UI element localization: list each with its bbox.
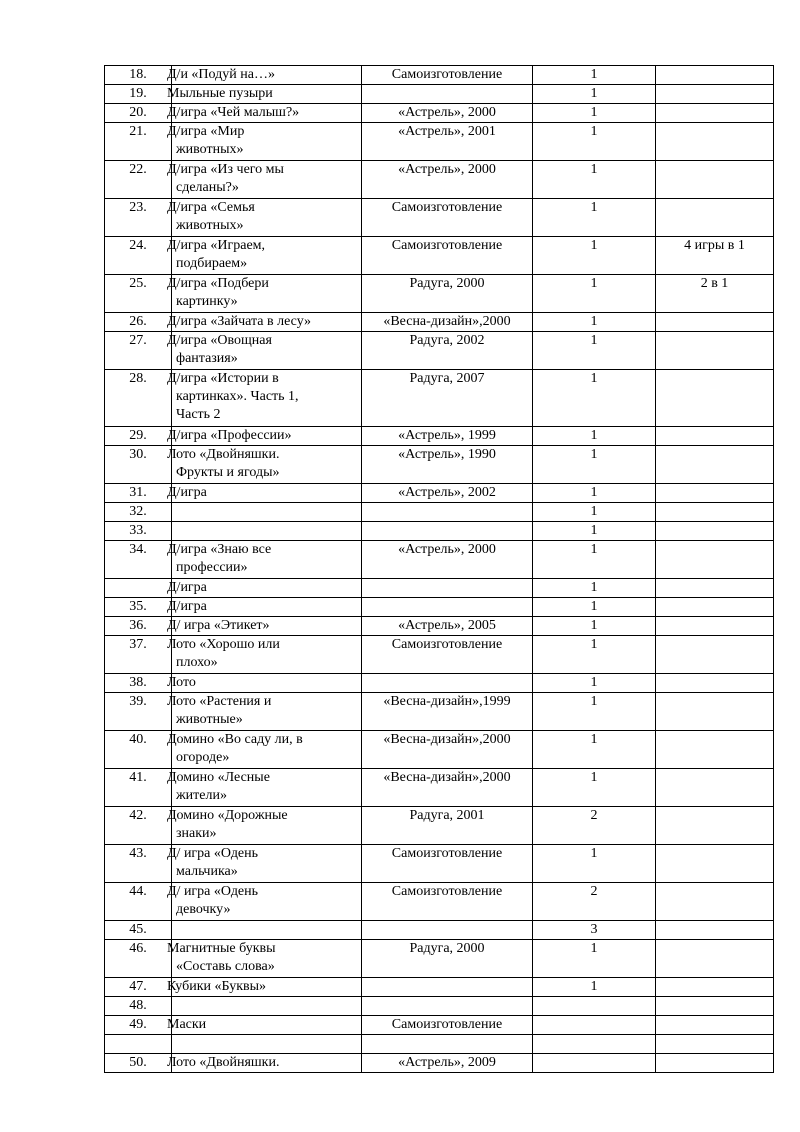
table-row — [105, 85, 774, 104]
item-publisher: «Астрель», 2009 — [362, 1054, 533, 1073]
table-row — [105, 693, 774, 731]
item-note — [656, 598, 774, 617]
table-row — [105, 978, 774, 997]
item-quantity: 1 — [533, 427, 656, 446]
item-publisher: «Астрель», 1999 — [362, 427, 533, 446]
row-number: 34. — [105, 541, 172, 579]
table-row — [105, 1054, 774, 1073]
item-publisher: Самоизготовление — [362, 237, 533, 275]
row-number: 31. — [105, 484, 172, 503]
table-row — [105, 845, 774, 883]
item-publisher — [362, 978, 533, 997]
table-row — [105, 807, 774, 845]
item-quantity: 1 — [533, 617, 656, 636]
item-note — [656, 731, 774, 769]
item-publisher: Радуга, 2000 — [362, 940, 533, 978]
item-publisher: Самоизготовление — [362, 1016, 533, 1035]
item-name: Д/ игра «Этикет» — [172, 617, 362, 636]
item-quantity: 1 — [533, 199, 656, 237]
item-quantity: 1 — [533, 313, 656, 332]
item-quantity: 1 — [533, 636, 656, 674]
table-row — [105, 674, 774, 693]
item-note — [656, 1054, 774, 1073]
row-number: 27. — [105, 332, 172, 370]
item-name: Д/ игра «Одень девочку» — [172, 883, 362, 921]
item-name: Домино «Во саду ли, в огороде» — [172, 731, 362, 769]
row-number: 32. — [105, 503, 172, 522]
item-note — [656, 66, 774, 85]
item-quantity: 1 — [533, 66, 656, 85]
item-name: Д/игра — [172, 484, 362, 503]
item-note — [656, 541, 774, 579]
item-quantity: 1 — [533, 598, 656, 617]
item-note — [656, 161, 774, 199]
item-name: Д/игра «Чей малыш?» — [172, 104, 362, 123]
item-quantity: 2 — [533, 883, 656, 921]
row-number: 21. — [105, 123, 172, 161]
item-name — [172, 503, 362, 522]
table-row — [105, 522, 774, 541]
item-note — [656, 883, 774, 921]
table-row — [105, 598, 774, 617]
item-name: Д/игра «Мир животных» — [172, 123, 362, 161]
item-quantity: 1 — [533, 484, 656, 503]
row-number: 44. — [105, 883, 172, 921]
row-number: 36. — [105, 617, 172, 636]
item-publisher: «Астрель», 2000 — [362, 104, 533, 123]
row-number: 19. — [105, 85, 172, 104]
item-note: 2 в 1 — [656, 275, 774, 313]
item-name: Лото «Двойняшки. Фрукты и ягоды» — [172, 446, 362, 484]
row-number: 20. — [105, 104, 172, 123]
table-row — [105, 997, 774, 1016]
item-note — [656, 940, 774, 978]
item-quantity: 1 — [533, 161, 656, 199]
row-number: 30. — [105, 446, 172, 484]
item-quantity: 3 — [533, 921, 656, 940]
item-publisher: «Весна-дизайн»,2000 — [362, 769, 533, 807]
item-quantity: 1 — [533, 522, 656, 541]
item-note — [656, 636, 774, 674]
item-quantity: 1 — [533, 275, 656, 313]
row-number: 49. — [105, 1016, 172, 1035]
item-quantity: 1 — [533, 503, 656, 522]
table-row — [105, 199, 774, 237]
row-number: 37. — [105, 636, 172, 674]
item-note — [656, 674, 774, 693]
table-row — [105, 237, 774, 275]
item-quantity: 1 — [533, 978, 656, 997]
item-publisher: Самоизготовление — [362, 845, 533, 883]
item-publisher: «Астрель», 2005 — [362, 617, 533, 636]
item-quantity: 1 — [533, 693, 656, 731]
row-number: 26. — [105, 313, 172, 332]
item-publisher — [362, 522, 533, 541]
item-name: Лото «Хорошо или плохо» — [172, 636, 362, 674]
item-publisher: «Астрель», 2000 — [362, 161, 533, 199]
table-row — [105, 617, 774, 636]
table-row — [105, 731, 774, 769]
table-row — [105, 123, 774, 161]
table-row — [105, 446, 774, 484]
row-number: 23. — [105, 199, 172, 237]
item-publisher — [362, 598, 533, 617]
item-note — [656, 579, 774, 598]
item-note — [656, 1016, 774, 1035]
table-row — [105, 161, 774, 199]
item-name: Д/игра «Подбери картинку» — [172, 275, 362, 313]
item-publisher: Радуга, 2002 — [362, 332, 533, 370]
item-note — [656, 617, 774, 636]
item-name: Маски — [172, 1016, 362, 1035]
item-quantity: 1 — [533, 541, 656, 579]
row-number: 41. — [105, 769, 172, 807]
item-quantity: 1 — [533, 845, 656, 883]
item-publisher: «Астрель», 2000 — [362, 541, 533, 579]
item-note — [656, 978, 774, 997]
item-note — [656, 104, 774, 123]
row-number: 47. — [105, 978, 172, 997]
item-publisher: «Весна-дизайн»,2000 — [362, 731, 533, 769]
item-name: Д/игра — [172, 598, 362, 617]
item-quantity: 1 — [533, 731, 656, 769]
item-name: Д/игра «Зайчата в лесу» — [172, 313, 362, 332]
item-note — [656, 845, 774, 883]
item-note — [656, 484, 774, 503]
item-name: Д/игра «Из чего мы сделаны?» — [172, 161, 362, 199]
item-name — [172, 997, 362, 1016]
item-quantity: 1 — [533, 674, 656, 693]
table-row — [105, 427, 774, 446]
row-number: 43. — [105, 845, 172, 883]
item-quantity: 1 — [533, 446, 656, 484]
item-name: Лото — [172, 674, 362, 693]
table-row — [105, 541, 774, 579]
row-number: 25. — [105, 275, 172, 313]
item-publisher — [362, 1035, 533, 1054]
table-row — [105, 769, 774, 807]
row-number: 38. — [105, 674, 172, 693]
item-quantity: 1 — [533, 85, 656, 104]
item-publisher: Радуга, 2001 — [362, 807, 533, 845]
item-note — [656, 199, 774, 237]
item-quantity — [533, 1016, 656, 1035]
row-number: 22. — [105, 161, 172, 199]
item-publisher — [362, 674, 533, 693]
row-number: 29. — [105, 427, 172, 446]
table-row — [105, 370, 774, 427]
item-name: Мыльные пузыри — [172, 85, 362, 104]
item-name: Д/игра — [172, 579, 362, 598]
item-name: Домино «Лесные жители» — [172, 769, 362, 807]
item-note — [656, 313, 774, 332]
table-row — [105, 66, 774, 85]
row-number: 39. — [105, 693, 172, 731]
item-quantity — [533, 997, 656, 1016]
row-number: 46. — [105, 940, 172, 978]
item-publisher — [362, 579, 533, 598]
inventory-table — [104, 65, 774, 1073]
item-name: Лото «Двойняшки. — [172, 1054, 362, 1073]
table-row — [105, 104, 774, 123]
inventory-table-body — [105, 66, 774, 1073]
row-number: 40. — [105, 731, 172, 769]
item-name: Д/игра «Овощная фантазия» — [172, 332, 362, 370]
item-publisher: «Весна-дизайн»,2000 — [362, 313, 533, 332]
item-publisher: «Весна-дизайн»,1999 — [362, 693, 533, 731]
item-note — [656, 693, 774, 731]
row-number — [105, 579, 172, 598]
item-publisher — [362, 85, 533, 104]
item-note — [656, 370, 774, 427]
row-number: 28. — [105, 370, 172, 427]
row-number: 33. — [105, 522, 172, 541]
row-number — [105, 1035, 172, 1054]
table-row — [105, 921, 774, 940]
item-publisher: «Астрель», 1990 — [362, 446, 533, 484]
item-name: Д/ игра «Одень мальчика» — [172, 845, 362, 883]
table-row — [105, 579, 774, 598]
item-quantity: 1 — [533, 123, 656, 161]
item-name — [172, 522, 362, 541]
item-publisher: Самоизготовление — [362, 636, 533, 674]
row-number: 45. — [105, 921, 172, 940]
item-quantity: 1 — [533, 104, 656, 123]
item-publisher: Самоизготовление — [362, 66, 533, 85]
item-note — [656, 332, 774, 370]
table-row — [105, 883, 774, 921]
table-row — [105, 275, 774, 313]
item-note — [656, 1035, 774, 1054]
table-row — [105, 313, 774, 332]
item-name: Магнитные буквы «Составь слова» — [172, 940, 362, 978]
row-number: 24. — [105, 237, 172, 275]
item-publisher: Самоизготовление — [362, 199, 533, 237]
item-name: Д/игра «Семья животных» — [172, 199, 362, 237]
item-publisher — [362, 503, 533, 522]
item-name: Кубики «Буквы» — [172, 978, 362, 997]
row-number: 42. — [105, 807, 172, 845]
item-quantity: 1 — [533, 370, 656, 427]
item-quantity — [533, 1035, 656, 1054]
item-name: Д/игра «Знаю все профессии» — [172, 541, 362, 579]
item-quantity — [533, 1054, 656, 1073]
row-number: 50. — [105, 1054, 172, 1073]
item-name: Д/и «Подуй на…» — [172, 66, 362, 85]
table-row — [105, 1016, 774, 1035]
row-number: 48. — [105, 997, 172, 1016]
table-row — [105, 1035, 774, 1054]
item-note — [656, 522, 774, 541]
item-name: Д/игра «Профессии» — [172, 427, 362, 446]
table-row — [105, 484, 774, 503]
item-note: 4 игры в 1 — [656, 237, 774, 275]
row-number: 35. — [105, 598, 172, 617]
item-quantity: 2 — [533, 807, 656, 845]
item-note — [656, 997, 774, 1016]
item-quantity: 1 — [533, 769, 656, 807]
item-note — [656, 85, 774, 104]
item-name — [172, 1035, 362, 1054]
item-publisher: Радуга, 2007 — [362, 370, 533, 427]
row-number: 18. — [105, 66, 172, 85]
item-name: Лото «Растения и животные» — [172, 693, 362, 731]
item-note — [656, 503, 774, 522]
item-quantity: 1 — [533, 332, 656, 370]
item-name: Д/игра «Истории в картинках». Часть 1, Часть 2 — [172, 370, 362, 427]
table-row — [105, 940, 774, 978]
item-quantity: 1 — [533, 237, 656, 275]
table-row — [105, 636, 774, 674]
item-quantity: 1 — [533, 579, 656, 598]
item-note — [656, 427, 774, 446]
item-note — [656, 921, 774, 940]
item-quantity: 1 — [533, 940, 656, 978]
item-note — [656, 769, 774, 807]
item-publisher: «Астрель», 2001 — [362, 123, 533, 161]
item-publisher: Радуга, 2000 — [362, 275, 533, 313]
item-name: Д/игра «Играем, подбираем» — [172, 237, 362, 275]
table-row — [105, 503, 774, 522]
item-publisher: Самоизготовление — [362, 883, 533, 921]
item-publisher — [362, 997, 533, 1016]
item-name: Домино «Дорожные знаки» — [172, 807, 362, 845]
item-note — [656, 123, 774, 161]
table-row — [105, 332, 774, 370]
item-note — [656, 446, 774, 484]
item-note — [656, 807, 774, 845]
item-name — [172, 921, 362, 940]
item-publisher — [362, 921, 533, 940]
item-publisher: «Астрель», 2002 — [362, 484, 533, 503]
